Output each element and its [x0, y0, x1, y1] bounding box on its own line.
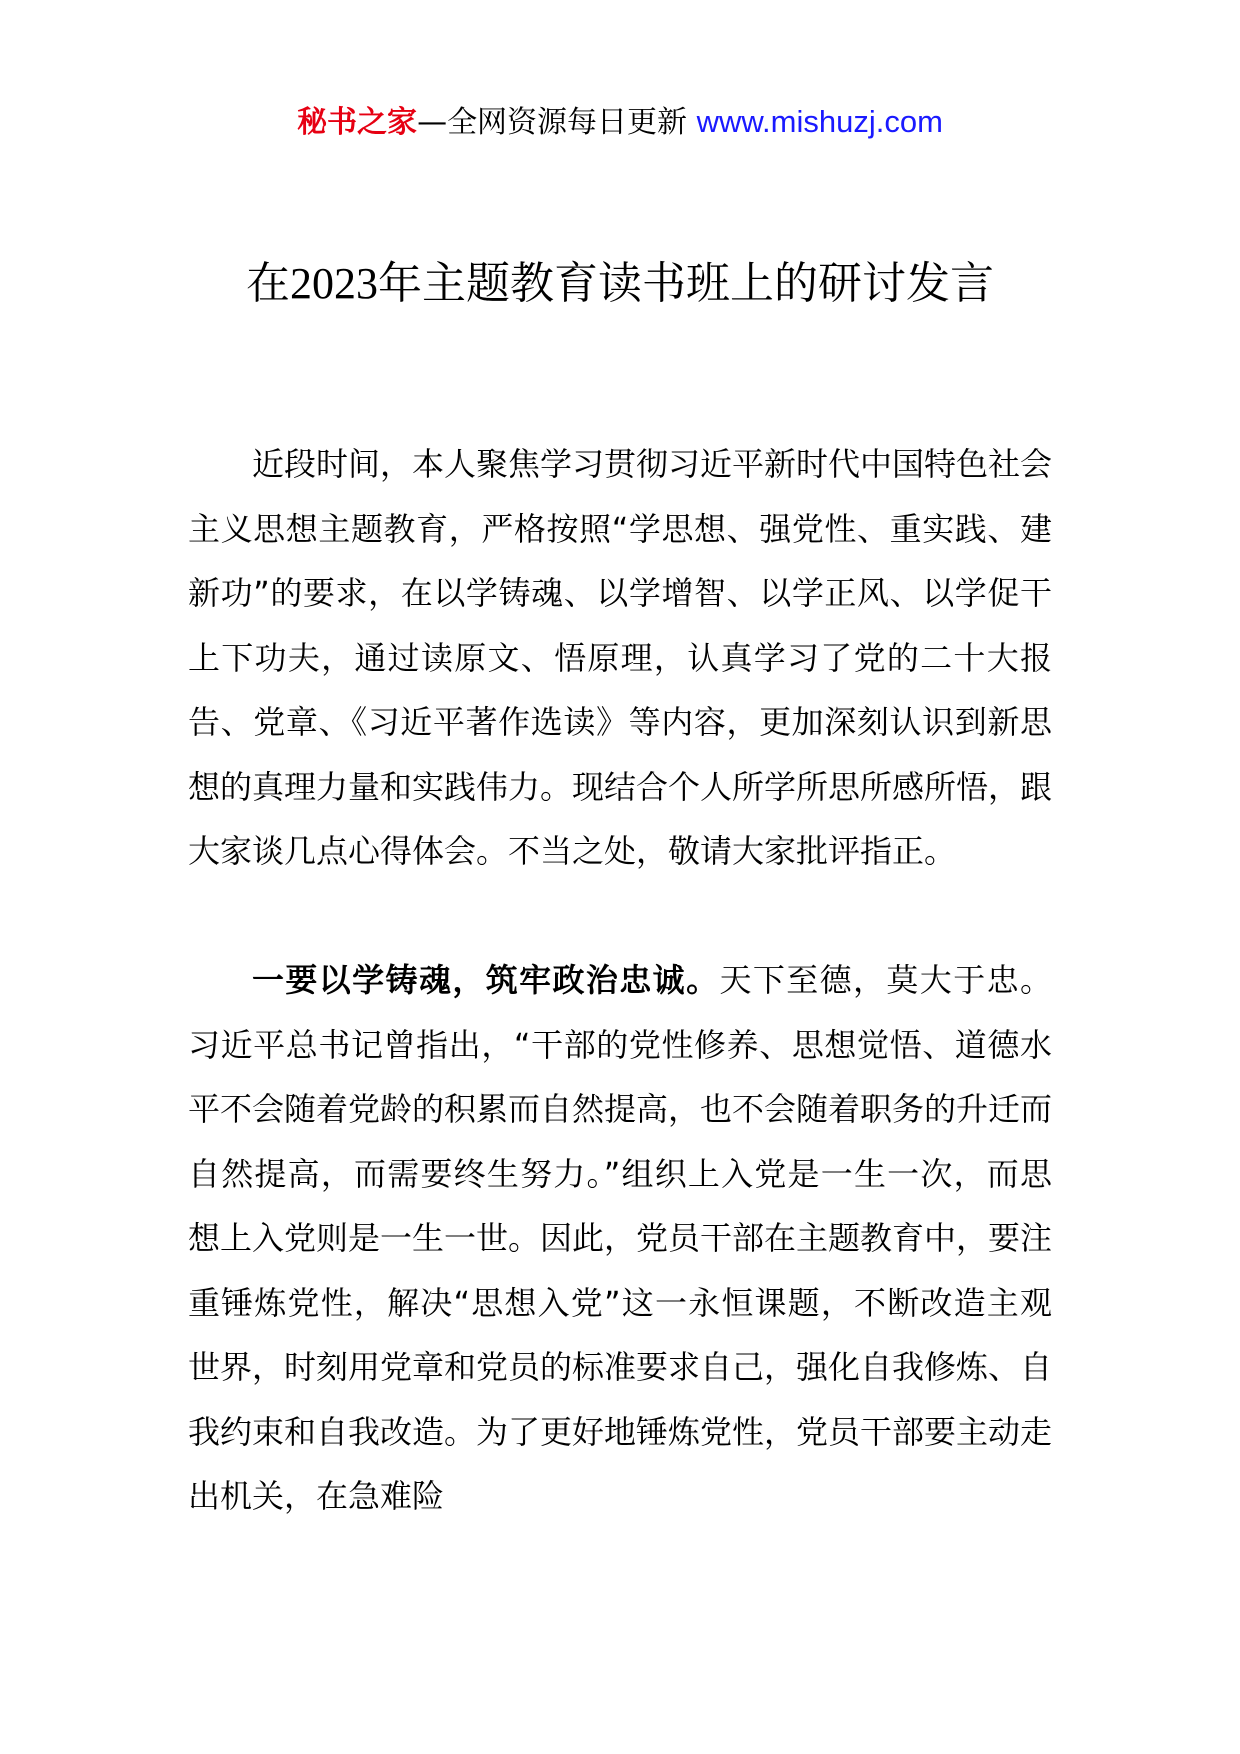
site-header — [0, 100, 1240, 145]
site-brand: 秘书之家 — [297, 105, 418, 140]
paragraph-text: 近段时间，本人聚焦学习贯彻习近平新时代中国特色社会主义思想主题教育，严格按照“学思想、强党性、重实践、建新功”的要求，在以学铸魂、以学增智、以学正风、以学促干上下功夫，通过读原文、悟原理，认真学习了党的二十大报告、党章、《习近平著作选读》等内容，更加深刻认识到新思想的真理力量和实践伟力。现结合个人所学所思所感所悟，跟大家谈几点心得体会。不当之处，敬请大家批评指正。 — [188, 445, 1053, 870]
paragraph-intro — [188, 432, 1052, 884]
site-tagline: —全网资源每日更新 — [417, 105, 688, 140]
paragraph-point-one — [188, 948, 1052, 1529]
title-year: 2023 — [290, 259, 378, 308]
paragraph-text: 天下至德，莫大于忠。习近平总书记曾指出，“干部的党性修养、思想觉悟、道德水平不会随着党龄的积累而自然提高，也不会随着职务的升迁而自然提高，而需要终生努力。”组织上入党是一生一次，而思想上入党则是一生一世。因此，党员干部在主题教育中，要注重锤炼党性，解决“思想入党”这一永恒课题，不断改造主观世界，时刻用党章和党员的标准要求自己，强化自我修炼、自我约束和自我改造。为了更好地锤炼党性，党员干部要主动走出机关，在急难险 — [188, 961, 1053, 1515]
paragraph-lead-heading: 一要以学铸魂，筑牢政治忠诚。 — [252, 961, 720, 999]
document-title — [0, 254, 1240, 314]
title-prefix: 在 — [246, 258, 290, 309]
site-url-link[interactable]: www.mishuzj.com — [696, 104, 943, 139]
title-suffix: 年主题教育读书班上的研讨发言 — [378, 258, 994, 309]
